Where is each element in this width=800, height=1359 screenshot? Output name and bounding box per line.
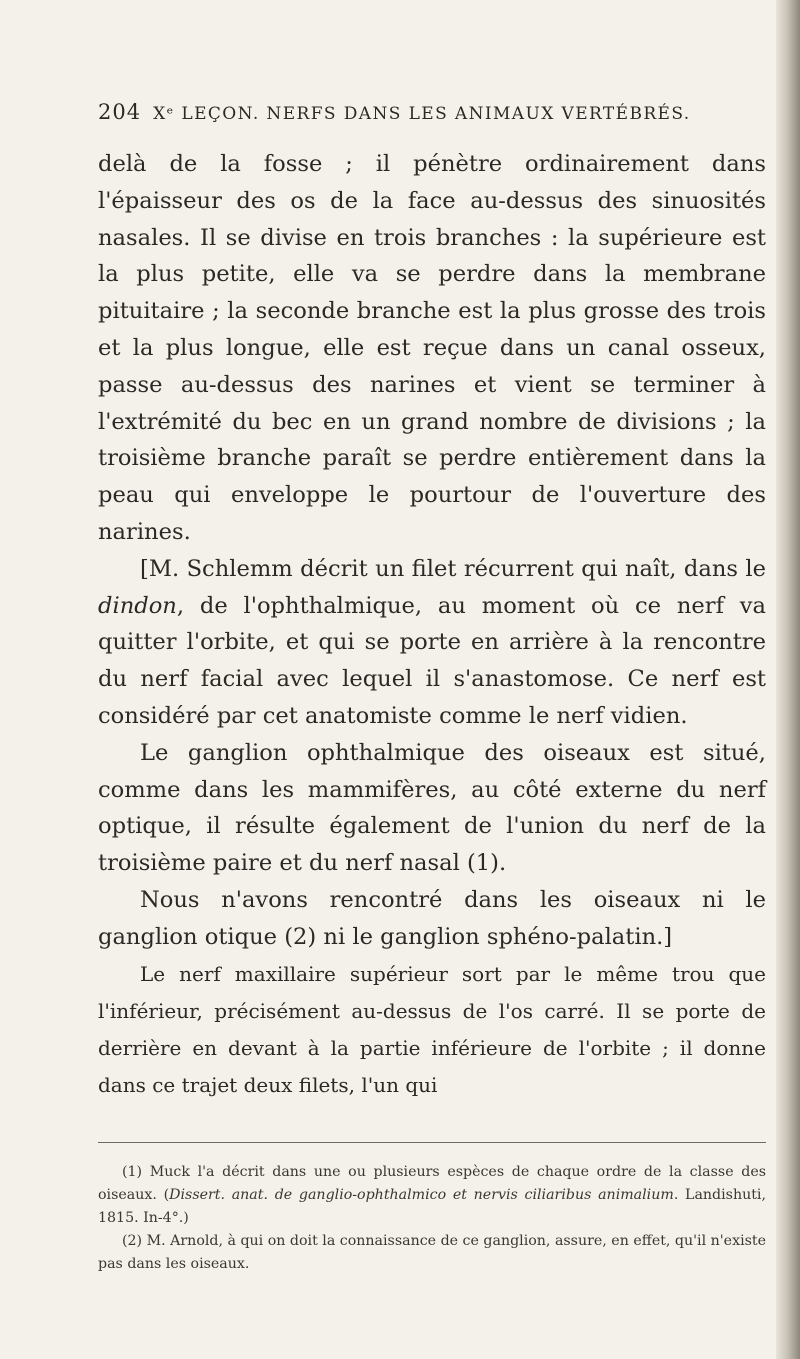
footnote-separator xyxy=(98,1142,766,1143)
footnote-1-title: Dissert. anat. de ganglio-ophthalmico et nervis ciliaribus animalium xyxy=(169,1186,674,1203)
paragraph-schlemm xyxy=(98,551,766,735)
page-number: 204 xyxy=(98,100,142,124)
paragraph-schlemm-start: [M. Schlemm décrit un filet récurrent qui naît, dans le xyxy=(140,555,766,582)
footnote-1 xyxy=(98,1161,766,1230)
running-title: Xᵉ LEÇON. NERFS DANS LES ANIMAUX VERTÉBRÉS. xyxy=(153,104,691,124)
footnotes xyxy=(98,1161,766,1276)
book-page xyxy=(98,100,766,1330)
footnote-1-start: (1) Muck l'a décrit dans une ou plusieurs espèces de chaque ordre de la classe des oiseaux. ( xyxy=(98,1163,766,1203)
paragraph-ganglion-otique: Nous n'avons rencontré dans les oiseaux ni le ganglion otique (2) ni le ganglion sphéno-palatin.] xyxy=(98,886,766,950)
paragraph-nerf-maxillaire: Le nerf maxillaire supérieur sort par le même trou que l'inférieur, précisément au-dessus de l'os carré. Il se porte de derrière en devant à la partie inférieure de l'orbite ; il donne dans ce trajet deux filets, l'un qui xyxy=(98,961,766,1097)
body-text xyxy=(98,146,766,1104)
italic-term-dindon: dindon xyxy=(98,592,177,619)
paragraph-ganglion-ophthalmique: Le ganglion ophthalmique des oiseaux est situé, comme dans les mammifères, au côté externe du nerf optique, il résulte également de l'union du nerf de la troisième paire et du nerf nasal (1). xyxy=(98,739,766,877)
paragraph-continuation: delà de la fosse ; il pénètre ordinairement dans l'épaisseur des os de la face au-dessus des sinuosités nasales. Il se divise en trois branches : la supérieure est la plus petite, elle va se perdre dans la membrane pituitaire ; la seconde branche est la plus grosse des trois et la plus longue, elle est reçue dans un canal osseux, passe au-dessus des narines et vient se terminer à l'extrémité du bec en un grand nombre de divisions ; la troisième branche paraît se perdre entièrement dans la peau qui enveloppe le pourtour de l'ouverture des narines. xyxy=(98,151,766,545)
paragraph-schlemm-end: , de l'ophthalmique, au moment où ce nerf va quitter l'orbite, et qui se porte en arrière à la rencontre du nerf facial avec lequel il s'anastomose. Ce nerf est considéré par cet anatomiste comme le nerf vidien. xyxy=(98,592,766,729)
footnote-1-end: . Landishuti, 1815. In-4°.) xyxy=(98,1186,766,1226)
footnote-2: (2) M. Arnold, à qui on doit la connaissance de ce ganglion, assure, en effet, qu'il n'existe pas dans les oiseaux. xyxy=(98,1232,766,1272)
page-header xyxy=(98,100,766,140)
page-edge-shadow xyxy=(776,0,800,1359)
